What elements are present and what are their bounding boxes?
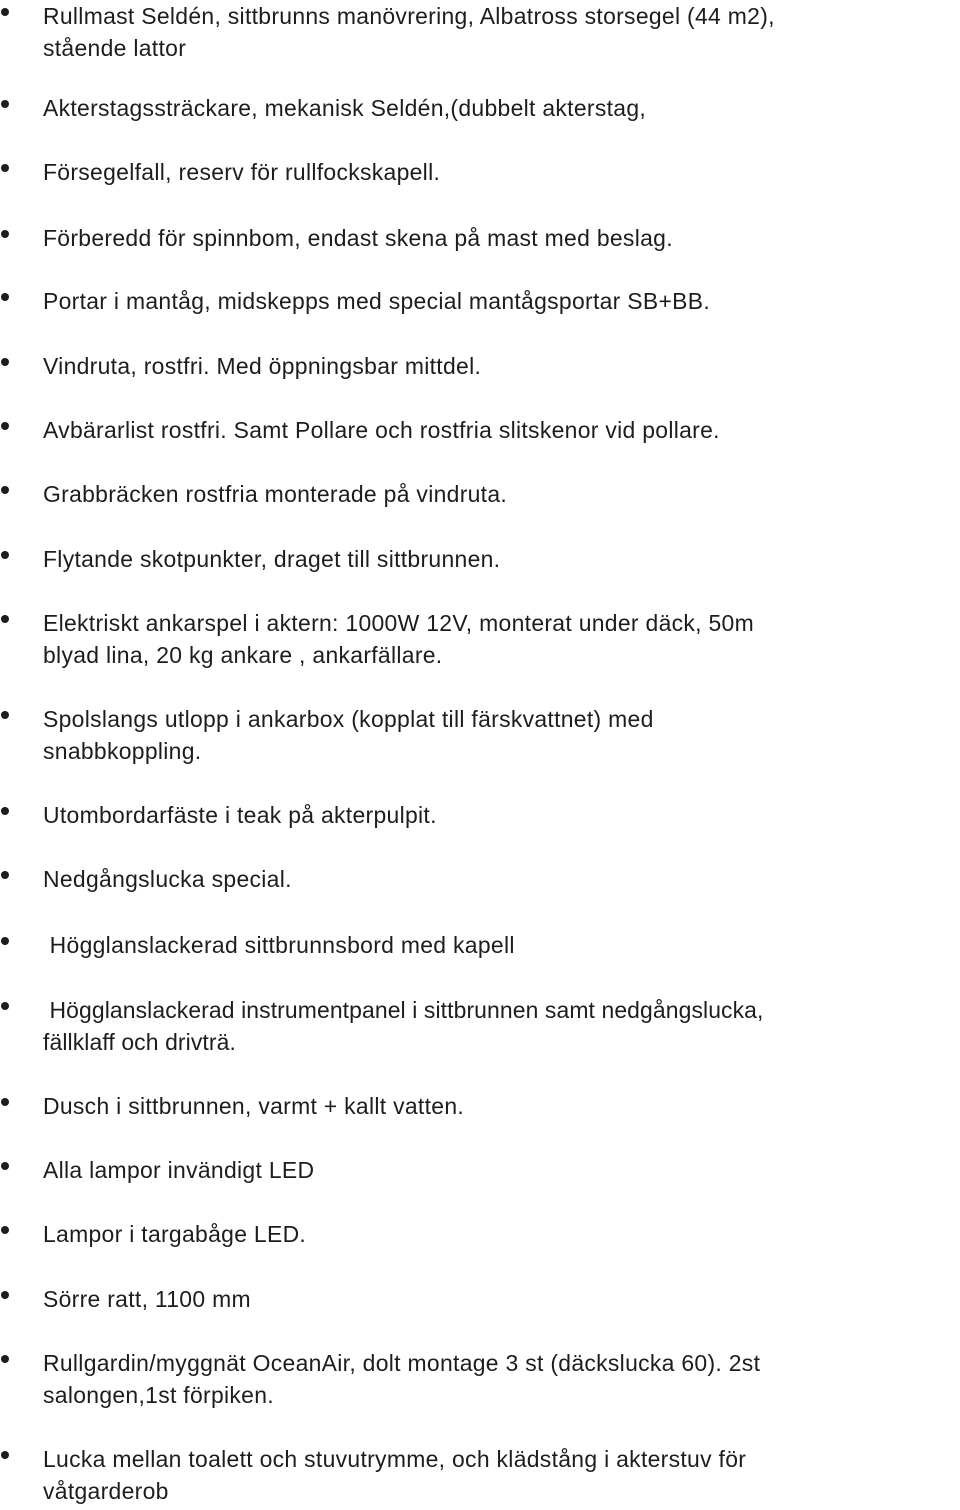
list-item <box>0 0 960 64</box>
list-item-text <box>43 607 960 671</box>
bullet-icon <box>1 871 9 879</box>
bullet-icon <box>1 615 9 623</box>
bullet-icon <box>1 164 9 172</box>
bullet-icon <box>1 1226 9 1234</box>
list-item <box>0 607 960 671</box>
list-item-line: Portar i mantåg, midskepps med special mantågsportar SB+BB. <box>43 288 711 314</box>
list-item-text <box>43 1283 960 1315</box>
list-item <box>0 863 960 895</box>
list-item-line: Högglanslackerad sittbrunnsbord med kapell <box>43 932 515 958</box>
list-item-line: Lucka mellan toalett och stuvutrymme, och klädstång i akterstuv för <box>43 1446 747 1472</box>
list-item-line: Sörre ratt, 1100 mm <box>43 1286 251 1312</box>
bullet-icon <box>1 230 9 238</box>
bullet-icon <box>1 486 9 494</box>
bullet-icon <box>1 1451 9 1459</box>
list-item-line: stående lattor <box>43 35 187 61</box>
list-item-line: Grabbräcken rostfria monterade på vindruta. <box>43 481 508 507</box>
bullet-icon <box>1 1002 9 1010</box>
list-item-text <box>43 414 960 446</box>
list-item-line: Flytande skotpunkter, draget till sittbrunnen. <box>43 546 501 572</box>
list-item <box>0 994 960 1058</box>
list-item-line: Spolslangs utlopp i ankarbox (kopplat till färskvattnet) med <box>43 706 654 732</box>
list-item-line: Dusch i sittbrunnen, varmt + kallt vatten. <box>43 1093 465 1119</box>
list-item-text <box>43 1090 960 1122</box>
bullet-icon <box>1 1162 9 1170</box>
bullet-icon <box>1 358 9 366</box>
bullet-icon <box>1 937 9 945</box>
list-item-text <box>43 478 960 510</box>
list-item-text <box>43 92 960 124</box>
list-item-line: Nedgångslucka special. <box>43 866 292 892</box>
list-item-line: Rullgardin/myggnät OceanAir, dolt montage 3 st (däckslucka 60). 2st <box>43 1350 761 1376</box>
list-item-text <box>43 350 960 382</box>
list-item <box>0 414 960 446</box>
list-item-line: fällklaff och drivträ. <box>43 1029 236 1055</box>
list-item-text <box>43 1443 960 1507</box>
bullet-icon <box>1 1098 9 1106</box>
list-item-text <box>43 222 960 254</box>
bullet-icon <box>1 1355 9 1363</box>
list-item <box>0 1218 960 1250</box>
list-item-line: Akterstagssträckare, mekanisk Seldén,(dubbelt akterstag, <box>43 95 647 121</box>
list-item-text <box>43 994 960 1058</box>
bullet-icon <box>1 422 9 430</box>
list-item <box>0 1347 960 1411</box>
bullet-icon <box>1 293 9 301</box>
list-item-line: Alla lampor invändigt LED <box>43 1157 315 1183</box>
list-item <box>0 156 960 188</box>
list-item-line: snabbkoppling. <box>43 738 202 764</box>
list-item-line: Vindruta, rostfri. Med öppningsbar mittdel. <box>43 353 482 379</box>
list-item <box>0 703 960 767</box>
list-item-text <box>43 1218 960 1250</box>
list-item-line: salongen,1st förpiken. <box>43 1382 274 1408</box>
list-item-line: Avbärarlist rostfri. Samt Pollare och rostfria slitskenor vid pollare. <box>43 417 720 443</box>
list-item-line: Rullmast Seldén, sittbrunns manövrering, Albatross storsegel (44 m2), <box>43 3 775 29</box>
list-item-text <box>43 1347 960 1411</box>
list-item-line: Högglanslackerad instrumentpanel i sittbrunnen samt nedgångslucka, <box>43 997 764 1023</box>
list-item-text <box>43 285 960 317</box>
list-item-line: Utombordarfäste i teak på akterpulpit. <box>43 802 437 828</box>
list-item-line: Elektriskt ankarspel i aktern: 1000W 12V, monterat under däck, 50m <box>43 610 755 636</box>
list-item <box>0 285 960 317</box>
list-item <box>0 1090 960 1122</box>
list-item-text <box>43 543 960 575</box>
list-item <box>0 1283 960 1315</box>
list-item-text <box>43 1154 960 1186</box>
bullet-icon <box>1 8 9 16</box>
list-item-line: blyad lina, 20 kg ankare , ankarfällare. <box>43 642 443 668</box>
list-item <box>0 1443 960 1507</box>
bullet-icon <box>1 1291 9 1299</box>
bullet-icon <box>1 551 9 559</box>
list-item <box>0 478 960 510</box>
list-item <box>0 543 960 575</box>
list-item-line: Lampor i targabåge LED. <box>43 1221 307 1247</box>
bullet-icon <box>1 807 9 815</box>
bullet-icon <box>1 711 9 719</box>
list-item-text <box>43 703 960 767</box>
list-item-line: våtgarderob <box>43 1478 169 1504</box>
list-item <box>0 222 960 254</box>
list-item-line: Försegelfall, reserv för rullfockskapell. <box>43 159 441 185</box>
bullet-icon <box>1 100 9 108</box>
list-item <box>0 350 960 382</box>
list-item <box>0 92 960 124</box>
list-item-line: Förberedd för spinnbom, endast skena på mast med beslag. <box>43 225 673 251</box>
list-item-text <box>43 0 960 64</box>
list-item-text <box>43 799 960 831</box>
list-item-text <box>43 863 960 895</box>
list-item-text <box>43 156 960 188</box>
list-item-text <box>43 929 960 961</box>
list-item <box>0 929 960 961</box>
list-item <box>0 799 960 831</box>
list-item <box>0 1154 960 1186</box>
